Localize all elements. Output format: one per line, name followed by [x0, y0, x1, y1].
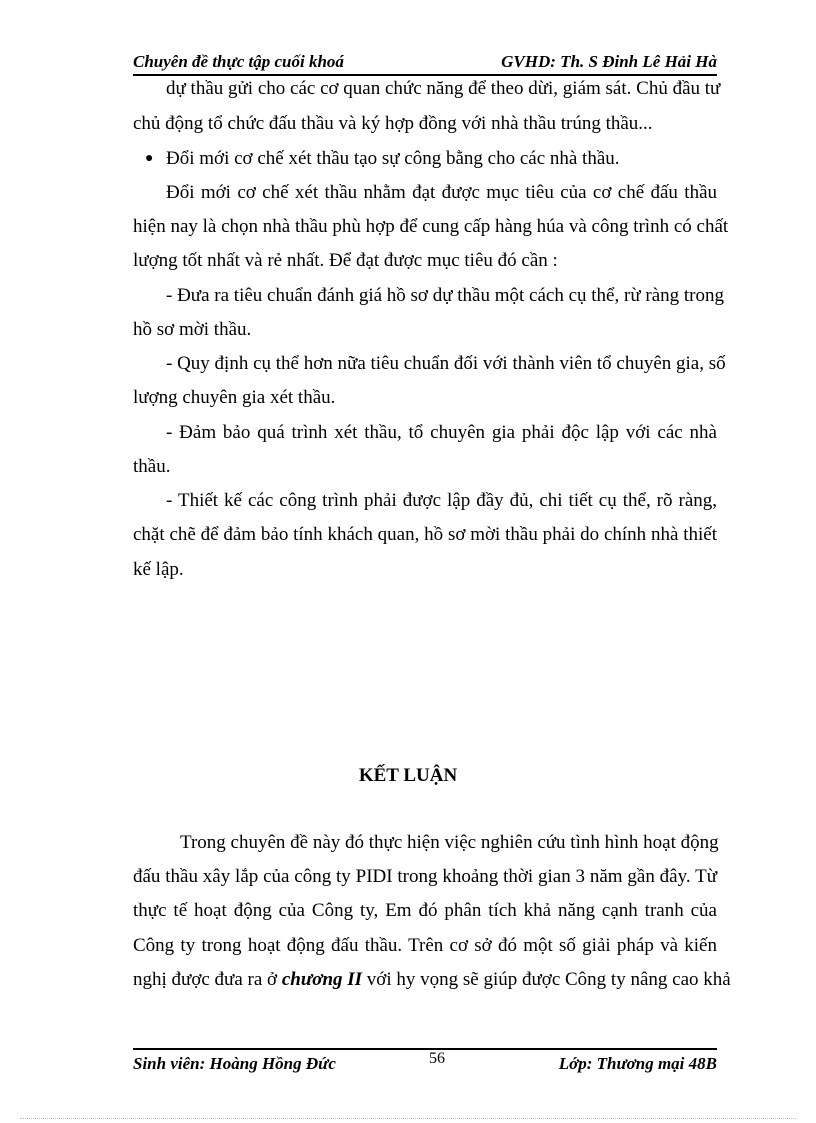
- body-line-15: kế lập.: [133, 559, 184, 580]
- conclusion-title: KẾT LUẬN: [358, 765, 458, 786]
- page-header: [133, 50, 717, 76]
- body-bullet-heading: Đổi mới cơ chế xét thầu tạo sự công bằng cho các nhà thầu.: [166, 148, 620, 169]
- body-line-13: - Thiết kế các công trình phải được lập đầy đủ, chi tiết cụ thể, rõ ràng,: [166, 490, 717, 511]
- bullet-icon: ●: [145, 151, 154, 166]
- body-line-10: lượng chuyên gia xét thầu.: [133, 387, 336, 408]
- body-line-6: lượng tốt nhất và rẻ nhất. Để đạt được mục tiêu đó cần :: [133, 250, 558, 271]
- conclusion-line-1: Trong chuyên đề này đó thực hiện việc nghiên cứu tình hình hoạt động: [180, 832, 719, 853]
- body-line-11: - Đảm bảo quá trình xét thầu, tổ chuyên gia phải độc lập với các nhà: [166, 422, 717, 443]
- body-line-12: thầu.: [133, 456, 171, 477]
- conclusion-line-5-post: với hy vọng sẽ giúp được Công ty nâng cao khả: [362, 969, 731, 990]
- body-line-9: - Quy định cụ thể hơn nữa tiêu chuẩn đối với thành viên tổ chuyên gia, số: [166, 353, 726, 374]
- body-line-1: dự thầu gửi cho các cơ quan chức năng để theo dừi, giám sát. Chủ đầu tư: [166, 78, 721, 99]
- header-advisor: GVHD: Th. S Đinh Lê Hải Hà: [501, 52, 717, 71]
- body-line-7: - Đưa ra tiêu chuẩn đánh giá hồ sơ dự thầu một cách cụ thể, rừ ràng trong: [166, 285, 724, 306]
- body-line-5: hiện nay là chọn nhà thầu phù hợp để cung cấp hàng húa và công trình có chất: [133, 216, 729, 237]
- conclusion-line-3: thực tế hoạt động của Công ty, Em đó phân tích khả năng cạnh tranh của: [133, 900, 717, 921]
- body-line-8: hồ sơ mời thầu.: [133, 319, 252, 340]
- footer-student: Sinh viên: Hoàng Hồng Đức: [133, 1054, 336, 1073]
- body-line-14: chặt chẽ để đảm bảo tính khách quan, hồ sơ mời thầu phải do chính nhà thiết: [133, 524, 717, 545]
- page-footer: [133, 1048, 717, 1076]
- conclusion-line-5-pre: nghị được đưa ra ở: [133, 969, 282, 990]
- body-line-4: Đổi mới cơ chế xét thầu nhằm đạt được mục tiêu của cơ chế đấu thầu: [166, 182, 717, 203]
- conclusion-line-5: [133, 968, 731, 992]
- conclusion-line-4: Công ty trong hoạt động đấu thầu. Trên cơ sở đó một số giải pháp và kiến: [133, 935, 717, 956]
- page-bottom-divider: [20, 1118, 796, 1119]
- conclusion-line-2: đấu thầu xây lắp của công ty PIDI trong khoảng thời gian 3 năm gần đây. Từ: [133, 866, 717, 887]
- page-number: 56: [429, 1050, 445, 1067]
- footer-class: Lớp: Thương mại 48B: [558, 1054, 717, 1073]
- header-title: Chuyên đề thực tập cuối khoá: [133, 52, 344, 71]
- body-line-2: chủ động tổ chức đấu thầu và ký hợp đồng với nhà thầu trúng thầu...: [133, 113, 653, 134]
- chapter-reference: chương II: [281, 969, 363, 990]
